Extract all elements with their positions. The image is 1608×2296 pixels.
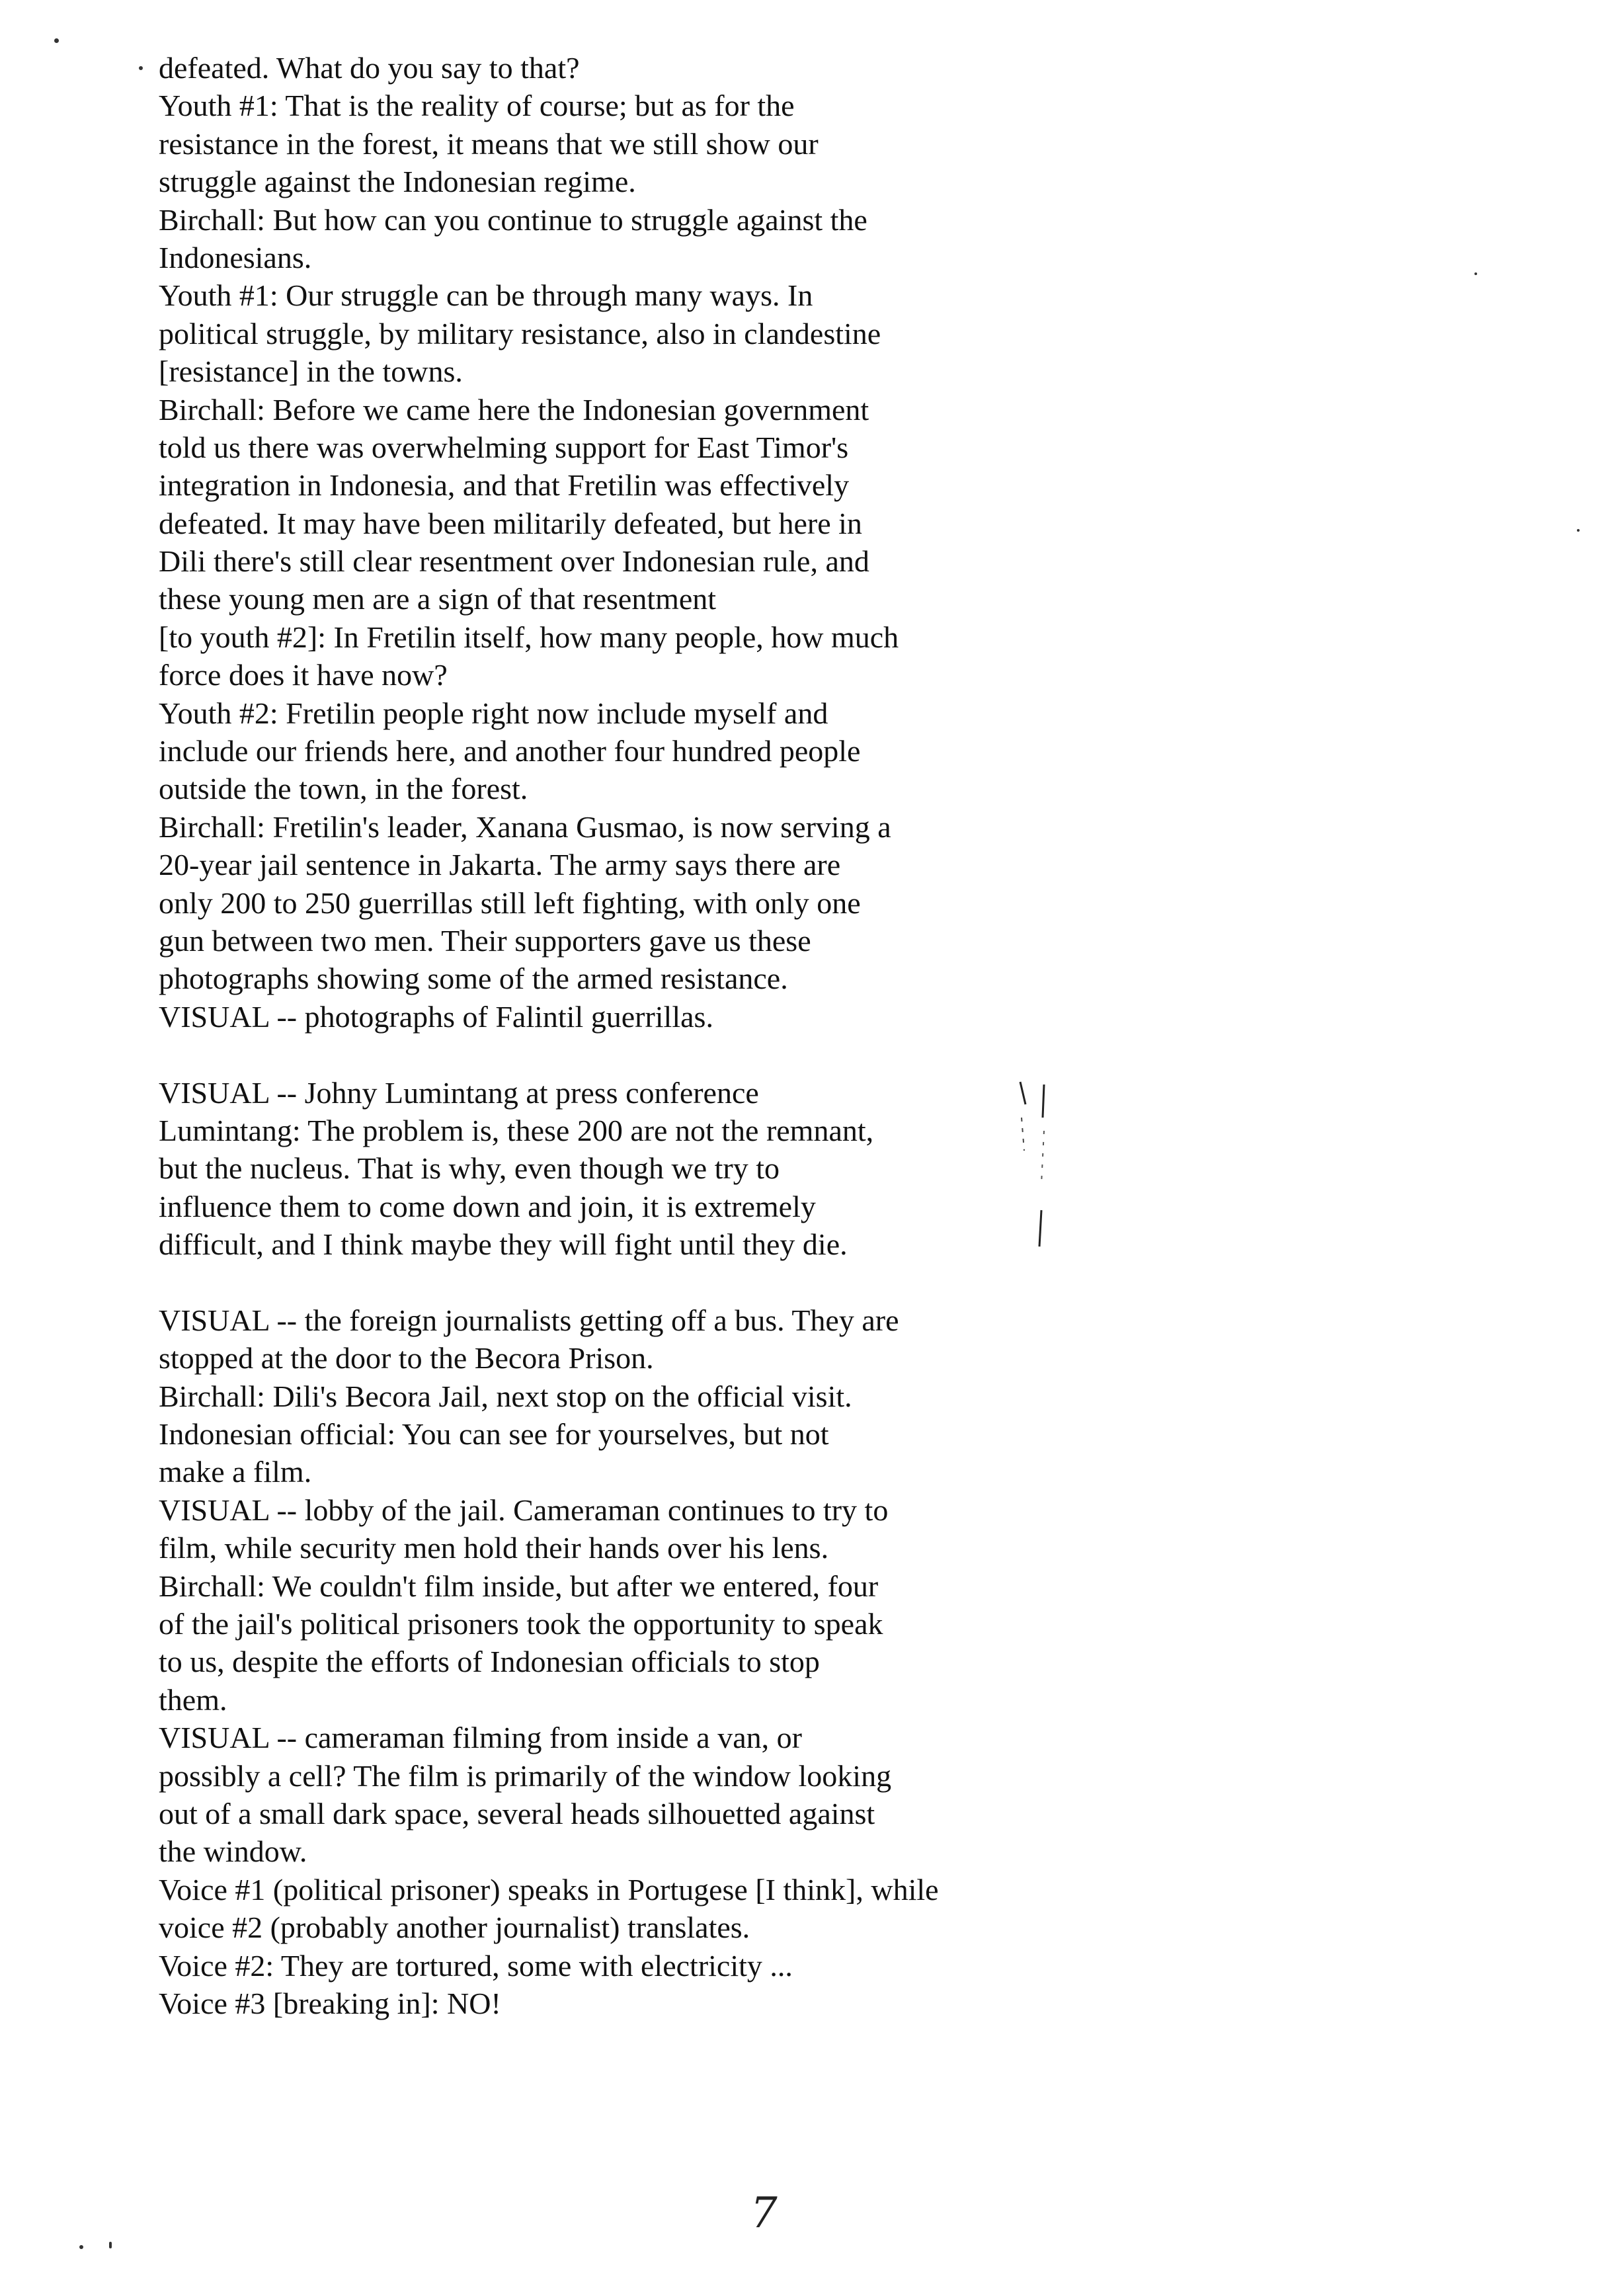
text-line: Birchall: But how can you continue to struggle against the (159, 202, 867, 237)
text-line: Lumintang: The problem is, these 200 are not the remnant, (159, 1113, 874, 1147)
text-line: Birchall: We couldn't film inside, but after we entered, four (159, 1569, 879, 1603)
text-line: difficult, and I think maybe they will fight until they die. (159, 1227, 848, 1262)
text-line: Indonesian official: You can see for yourselves, but not (159, 1417, 829, 1452)
text-line: 20-year jail sentence in Jakarta. The army says there are (159, 848, 841, 882)
text-line: voice #2 (probably another journalist) translates. (159, 1910, 750, 1945)
text-line: only 200 to 250 guerrillas still left fighting, with only one (159, 885, 861, 920)
page-number: 7 (750, 2189, 778, 2238)
text-line: [to youth #2]: In Fretilin itself, how many people, how much (159, 620, 899, 654)
text-line: out of a small dark space, several heads silhouetted against (159, 1796, 875, 1830)
text-line: defeated. What do you say to that? (159, 51, 580, 85)
text-line: these young men are a sign of that resentment (159, 582, 717, 616)
text-line: political struggle, by military resistance, also in clandestine (159, 316, 881, 350)
scan-speck (54, 38, 59, 43)
scan-speck (1474, 272, 1477, 275)
text-line: Voice #2: They are tortured, some with electricity ... (159, 1948, 793, 1983)
scan-speck (109, 2242, 112, 2248)
text-line: Birchall: Fretilin's leader, Xanana Gusmao, is now serving a (159, 809, 891, 844)
text-line: VISUAL -- cameraman filming from inside a van, or (159, 1721, 802, 1755)
text-line: VISUAL -- the foreign journalists getting off a bus. They are (159, 1303, 899, 1337)
text-line: struggle against the Indonesian regime. (159, 165, 636, 199)
text-line: possibly a cell? The film is primarily of the window looking (159, 1758, 892, 1793)
text-line: force does it have now? (159, 658, 448, 692)
paragraph-gap (159, 1036, 1243, 1073)
text-line: Birchall: Dili's Becora Jail, next stop on the official visit. (159, 1379, 852, 1413)
text-line: Voice #1 (political prisoner) speaks in Portugese [I think], while (159, 1872, 939, 1906)
text-line: Voice #3 [breaking in]: NO! (159, 1986, 501, 2020)
text-line: Youth #1: Our struggle can be through many ways. In (159, 278, 813, 313)
text-line: Indonesians. (159, 240, 312, 274)
scan-speck (139, 66, 143, 70)
text-line: VISUAL -- Johny Lumintang at press conference (159, 1075, 759, 1110)
text-line: VISUAL -- lobby of the jail. Cameraman continues to try to (159, 1493, 889, 1527)
text-line: integration in Indonesia, and that Fretilin was effectively (159, 468, 850, 503)
text-line: [resistance] in the towns. (159, 354, 463, 389)
transcript-text (159, 49, 1243, 2022)
text-line: the window. (159, 1834, 307, 1869)
text-line: make a film. (159, 1455, 312, 1489)
text-line: of the jail's political prisoners took the opportunity to speak (159, 1607, 883, 1641)
text-line: told us there was overwhelming support for East Timor's (159, 430, 849, 464)
text-line: Youth #1: That is the reality of course; but as for the (159, 89, 795, 123)
scan-speck (79, 2245, 83, 2249)
paragraph-gap (159, 1264, 1243, 1301)
text-line: outside the town, in the forest. (159, 772, 528, 806)
margin-annotation-mark (1015, 1078, 1055, 1276)
text-line: Birchall: Before we came here the Indonesian government (159, 392, 869, 427)
text-line: film, while security men hold their hands over his lens. (159, 1531, 829, 1565)
text-line: defeated. It may have been militarily defeated, but here in (159, 506, 862, 540)
scan-speck (1577, 529, 1580, 532)
text-line: Youth #2: Fretilin people right now include myself and (159, 696, 828, 730)
text-line: include our friends here, and another four hundred people (159, 734, 861, 768)
text-line: resistance in the forest, it means that we still show our (159, 126, 819, 161)
text-line: stopped at the door to the Becora Prison. (159, 1341, 654, 1375)
text-line: photographs showing some of the armed resistance. (159, 962, 788, 996)
text-line: them. (159, 1682, 227, 1717)
text-line: influence them to come down and join, it is extremely (159, 1189, 816, 1223)
text-line: Dili there's still clear resentment over Indonesian rule, and (159, 544, 869, 579)
text-line: VISUAL -- photographs of Falintil guerrillas. (159, 999, 713, 1034)
text-line: gun between two men. Their supporters gave us these (159, 923, 811, 958)
text-line: but the nucleus. That is why, even though we try to (159, 1151, 780, 1186)
text-line: to us, despite the efforts of Indonesian officials to stop (159, 1645, 820, 1679)
